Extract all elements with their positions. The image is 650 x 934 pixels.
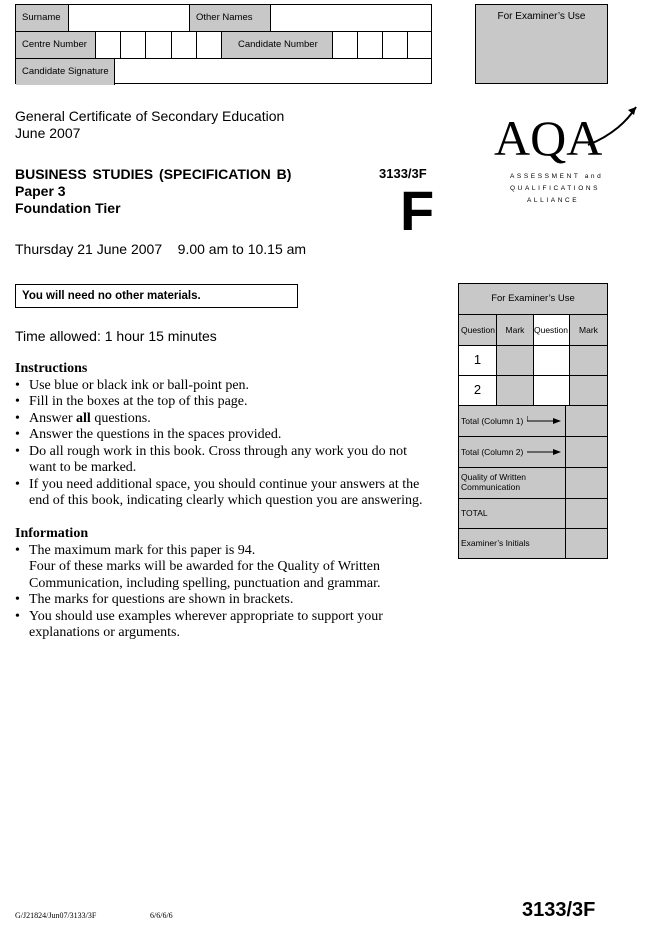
other-names-label: Other Names: [190, 5, 270, 31]
examiner-grid-title: For Examiner’s Use: [491, 293, 575, 304]
col-question-2: Question: [533, 325, 569, 335]
instructions-section: [15, 361, 435, 510]
col-mark-2: Mark: [579, 325, 598, 335]
materials-notice: You will need no other materials.: [15, 284, 298, 308]
centre-number-field[interactable]: [96, 32, 221, 58]
logo-line-alliance: ALLIANCE: [527, 197, 580, 204]
aqa-logo: [488, 105, 638, 215]
candidate-details-box: [15, 4, 432, 84]
logo-line-qualifications: QUALIFICATIONS: [510, 185, 601, 192]
instruction-item: • Use blue or black ink or ball-point pen.: [15, 378, 435, 395]
instruction-answer-all: all: [76, 410, 91, 426]
tier-letter: F: [400, 179, 435, 242]
aqa-logo-mark: [488, 105, 638, 165]
col-question-1: Question: [460, 325, 496, 335]
logo-line-assessment: ASSESSMENT and: [510, 173, 604, 180]
surname-label: Surname: [16, 5, 68, 31]
quality-of-written-communication-label: Quality of Written Communication: [461, 472, 527, 492]
paper-number: Paper 3: [15, 183, 66, 199]
question-2-mark-field[interactable]: [497, 376, 533, 405]
total-column-1-label: Total (Column 1): [461, 416, 524, 426]
subject-title: BUSINESS STUDIES (SPECIFICATION B): [15, 166, 292, 182]
information-list: [15, 543, 435, 642]
instruction-item: • Answer the questions in the spaces provided.: [15, 427, 435, 444]
information-item: • The marks for questions are shown in brackets.: [15, 592, 435, 609]
footer-paper-code: 3133/3F: [522, 899, 596, 921]
tier-name: Foundation Tier: [15, 200, 121, 216]
centre-number-label: Centre Number: [16, 32, 95, 58]
question-1-mark-field[interactable]: [497, 346, 533, 375]
time-allowed: Time allowed: 1 hour 15 minutes: [15, 328, 217, 344]
information-section: [15, 526, 435, 642]
total-field[interactable]: [566, 499, 607, 528]
instruction-item: • If you need additional space, you should continue your answers at the end of this book, indicating clearly which question you are answering.: [15, 477, 435, 510]
footer-print-code: 6/6/6/6: [150, 911, 173, 920]
instructions-list: [15, 378, 435, 510]
exam-session: June 2007: [15, 125, 81, 141]
examiner-initials-label: Examiner’s Initials: [461, 538, 530, 548]
exam-date-time: Thursday 21 June 2007 9.00 am to 10.15 am: [15, 241, 307, 257]
question-2-number: 2: [473, 382, 482, 397]
other-names-field[interactable]: [271, 5, 431, 31]
arrow-right-icon: [527, 445, 563, 459]
instruction-answer-suffix: questions.: [90, 410, 151, 426]
signature-field[interactable]: [115, 59, 431, 85]
paper-code: 3133/3F: [379, 166, 427, 181]
qualification-title: General Certificate of Secondary Education: [15, 108, 285, 124]
signature-label: Candidate Signature: [16, 59, 114, 85]
total-label: TOTAL: [461, 508, 488, 518]
information-heading: Information: [15, 526, 89, 541]
qwc-mark-field[interactable]: [566, 468, 607, 498]
surname-row: [16, 5, 431, 31]
footer-reference: G/J21824/Jun07/3133/3F: [15, 911, 97, 920]
information-item: • You should use examples wherever appropriate to support your explanations or arguments.: [15, 609, 435, 642]
examiner-use-box-top: For Examiner’s Use: [475, 4, 608, 84]
examiner-marks-grid: [458, 283, 608, 559]
examiner-initials-field[interactable]: [566, 529, 607, 558]
instruction-item: [15, 411, 435, 428]
instruction-item: • Do all rough work in this book. Cross through any work you do not want to be marked.: [15, 444, 435, 477]
instruction-item: • Fill in the boxes at the top of this page.: [15, 394, 435, 411]
aqa-logo-text: AQA: [494, 110, 603, 165]
signature-row: [16, 59, 431, 85]
surname-field[interactable]: [69, 5, 189, 31]
arrow-right-icon: [527, 414, 563, 428]
instruction-answer-prefix: Answer: [29, 410, 77, 426]
total-column-1-field[interactable]: [566, 406, 607, 436]
candidate-number-label: Candidate Number: [222, 32, 332, 58]
total-column-2-label: Total (Column 2): [461, 447, 524, 457]
instructions-heading: Instructions: [15, 361, 88, 376]
information-item: • The maximum mark for this paper is 94. Four of these marks will be awarded for the Quality of Written Communication, including spelling, punctuation and grammar.: [15, 543, 435, 593]
numbers-row: [16, 32, 431, 58]
question-1-number: 1: [473, 352, 482, 367]
col-mark-1: Mark: [505, 325, 525, 335]
total-column-2-field[interactable]: [566, 437, 607, 467]
